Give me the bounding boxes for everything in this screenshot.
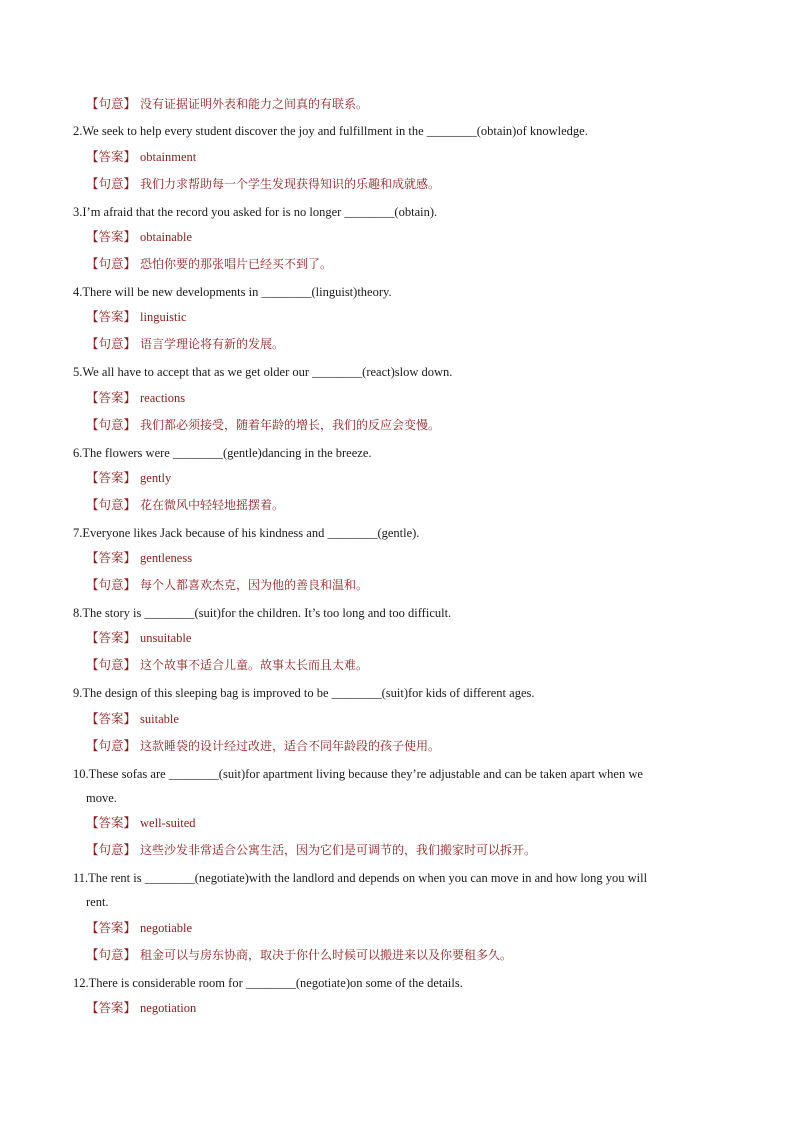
question-text: 9.The design of this sleeping bag is improved to be ________(suit)for kids of different ages. [73, 686, 535, 700]
meaning-line [86, 497, 284, 513]
question-text: 8.The story is ________(suit)for the children. It’s too long and too difficult. [73, 606, 452, 620]
answer-text: gentleness [140, 551, 193, 565]
question-text: 11.The rent is ________(negotiate)with the landlord and depends on when you can move in and how long you will [73, 871, 648, 885]
answer-line [86, 1000, 196, 1016]
answer-text: unsuitable [140, 631, 192, 645]
meaning-line [86, 947, 512, 963]
question-text: 10.These sofas are ________(suit)for apartment living because they’re adjustable and can be taken apart when we [73, 767, 643, 781]
answer-text: well-suited [140, 816, 196, 830]
answer-text: reactions [140, 391, 186, 405]
answer-text: gently [140, 471, 172, 485]
meaning-tag: 【句意】 [86, 177, 137, 191]
answer-line [86, 390, 185, 406]
answer-tag: 【答案】 [86, 631, 137, 645]
answer-tag: 【答案】 [86, 391, 137, 405]
answer-text: negotiation [140, 1001, 197, 1015]
meaning-text: 没有证据证明外表和能力之间真的有联系。 [140, 97, 369, 111]
question-text: 5.We all have to accept that as we get older our ________(react)slow down. [73, 365, 453, 379]
meaning-line [86, 176, 440, 192]
answer-text: linguistic [140, 310, 187, 324]
meaning-tag: 【句意】 [86, 739, 137, 753]
answer-tag: 【答案】 [86, 150, 137, 164]
meaning-text: 每个人都喜欢杰克，因为他的善良和温和。 [140, 578, 369, 592]
meaning-tag: 【句意】 [86, 97, 137, 111]
meaning-tag: 【句意】 [86, 337, 137, 351]
meaning-line [86, 738, 440, 754]
meaning-tag: 【句意】 [86, 578, 137, 592]
question-text-continued: move. [86, 791, 117, 805]
answer-text: obtainable [140, 230, 193, 244]
answer-tag: 【答案】 [86, 230, 137, 244]
meaning-tag: 【句意】 [86, 498, 137, 512]
meaning-line [86, 657, 368, 673]
answer-line [86, 630, 191, 646]
question-text: 2.We seek to help every student discover the joy and fulfillment in the ________(obtain)of knowledge. [73, 124, 588, 138]
question-text: 6.The flowers were ________(gentle)dancing in the breeze. [73, 446, 372, 460]
meaning-tag: 【句意】 [86, 658, 137, 672]
meaning-line [86, 256, 332, 272]
meaning-text: 恐怕你要的那张唱片已经买不到了。 [140, 257, 333, 271]
meaning-line [86, 842, 536, 858]
question-text: 12.There is considerable room for ________(negotiate)on some of the details. [73, 976, 463, 990]
answer-text: obtainment [140, 150, 197, 164]
answer-tag: 【答案】 [86, 551, 137, 565]
meaning-line [86, 96, 368, 112]
answer-tag: 【答案】 [86, 1001, 137, 1015]
answer-tag: 【答案】 [86, 712, 137, 726]
meaning-text: 这款睡袋的设计经过改进，适合不同年龄段的孩子使用。 [140, 739, 441, 753]
question-text: 7.Everyone likes Jack because of his kindness and ________(gentle). [73, 526, 420, 540]
meaning-text: 花在微风中轻轻地摇摆着。 [140, 498, 285, 512]
meaning-tag: 【句意】 [86, 843, 137, 857]
meaning-tag: 【句意】 [86, 257, 137, 271]
meaning-line [86, 336, 284, 352]
meaning-tag: 【句意】 [86, 418, 137, 432]
question-text: 4.There will be new developments in ________(linguist)theory. [73, 285, 392, 299]
question-text: 3.I’m afraid that the record you asked for is no longer ________(obtain). [73, 205, 438, 219]
answer-line [86, 149, 196, 165]
meaning-text: 语言学理论将有新的发展。 [140, 337, 285, 351]
meaning-line [86, 577, 368, 593]
answer-line [86, 815, 196, 831]
question-text-continued: rent. [86, 895, 109, 909]
meaning-tag: 【句意】 [86, 948, 137, 962]
answer-tag: 【答案】 [86, 471, 137, 485]
meaning-text: 这个故事不适合儿童。故事太长而且太难。 [140, 658, 369, 672]
meaning-text: 这些沙发非常适合公寓生活，因为它们是可调节的，我们搬家时可以拆开。 [140, 843, 537, 857]
answer-tag: 【答案】 [86, 310, 137, 324]
answer-line [86, 470, 171, 486]
meaning-line [86, 417, 440, 433]
answer-line [86, 920, 192, 936]
answer-text: negotiable [140, 921, 193, 935]
answer-tag: 【答案】 [86, 921, 137, 935]
answer-line [86, 229, 192, 245]
meaning-text: 我们都必须接受，随着年龄的增长，我们的反应会变慢。 [140, 418, 441, 432]
answer-line [86, 711, 179, 727]
answer-tag: 【答案】 [86, 816, 137, 830]
meaning-text: 租金可以与房东协商，取决于你什么时候可以搬进来以及你要租多久。 [140, 948, 513, 962]
answer-text: suitable [140, 712, 179, 726]
answer-line [86, 309, 187, 325]
meaning-text: 我们力求帮助每一个学生发现获得知识的乐趣和成就感。 [140, 177, 441, 191]
answer-line [86, 550, 192, 566]
